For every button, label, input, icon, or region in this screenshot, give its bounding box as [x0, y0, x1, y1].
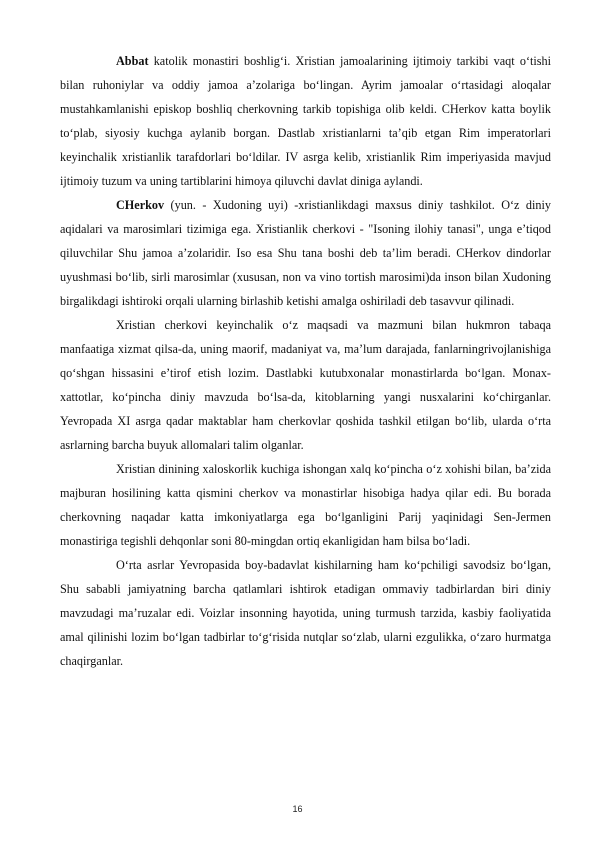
paragraph-church-wealth [60, 457, 551, 553]
paragraph-abbat [60, 49, 551, 193]
paragraph-cherkov [60, 193, 551, 313]
paragraph-text: Xristian cherkovi keyinchalik o‘z maqsadi va mazmuni bilan hukmron tabaqa manfaatiga xizmat qilsa-da, uning maorif, madaniyat va, ma’lum darajada, fanlarningrivojlanishiga qo‘shgan hissasini e’tirof etish lozim. Dastlabki kutubxonalar monastirlarda bo‘lgan. Monax-xattotlar, ko‘pincha diniy mavzuda bo‘lsa-da, kitoblarning yangi nusxalarini ko‘chirganlar. Yevropada XI asrga qadar maktablar ham cherkovlar qoshida tashkil etilgan bo‘lib, ularda o‘rta asrlarning barcha buyuk allomalari talim olganlar. [60, 318, 551, 452]
term-cherkov: CHerkov [116, 198, 165, 212]
body-text [60, 49, 551, 673]
paragraph-sermons [60, 553, 551, 673]
page-number: 16 [292, 804, 303, 814]
paragraph-text: (yun. - Xudoning uyi) -xristianlikdagi maxsus diniy tashkilot. O‘z diniy aqidalari va marosimlari tizimiga ega. Xristianlik cherkovi - "Isoning ilohiy tanasi", unga e’tiqod qiluvchilar Shu jamoa a’zolaridir. Iso esa Shu tana boshi deb ta’lim beradi. CHerkov dindorlar uyushmasi bo‘lib, sirli marosimlar (xususan, non va vino tortish marosimi)da inson bilan Xudoning birgalikdagi ishtiroki orqali ularning birlashib ketishi amalga oshiriladi deb tasavvur qilinadi. [60, 198, 551, 308]
paragraph-church-education [60, 313, 551, 457]
paragraph-text: O‘rta asrlar Yevropasida boy-badavlat kishilarning ham ko‘pchiligi savodsiz bo‘lgan, Shu sababli jamiyatning barcha qatlamlari ishtirok etadigan ommaviy tadbirlardan biri diniy mavzudagi ma’ruzalar edi. Voizlar insonning hayotida, uning turmush tarzida, kasbiy faoliyatida amal qilinishi lozim bo‘lgan tadbirlar to‘g‘risida nutqlar so‘zlab, ularni ezgulikka, o‘zaro hurmatga chaqirganlar. [60, 558, 551, 668]
term-abbat: Abbat [116, 54, 149, 68]
paragraph-text: Xristian dinining xaloskorlik kuchiga ishongan xalq ko‘pincha o‘z xohishi bilan, ba’zida majburan hosilining katta qismini cherkov va monastirlar hisobiga hadya qilar edi. Bu borada cherkovning naqadar katta imkoniyatlarga ega bo‘lganligini Parij yaqinidagi Sen-Jermen monastiriga tegishli dehqonlar soni 80-mingdan ortiq ekanligidan ham bilsa bo‘ladi. [60, 462, 551, 548]
paragraph-text: katolik monastiri boshlig‘i. Xristian jamoalarining ijtimoiy tarkibi vaqt o‘tishi bilan ruhoniylar va oddiy jamoa a’zolariga bo‘lingan. Ayrim jamoalar o‘rtasidagi aloqalar mustahkamlanishi episkop boshliq cherkovning tarkib topishiga olib keldi. CHerkov katta boylik to‘plab, siyosiy kuchga aylanib borgan. Dastlab xristianlarni ta’qib etgan Rim imperatorlari keyinchalik xristianlik tarafdorlari bo‘ldilar. IV asrga kelib, xristianlik Rim imperiyasida mavjud ijtimoiy tuzum va uning tartiblarini himoya qiluvchi davlat diniga aylandi. [60, 54, 551, 188]
